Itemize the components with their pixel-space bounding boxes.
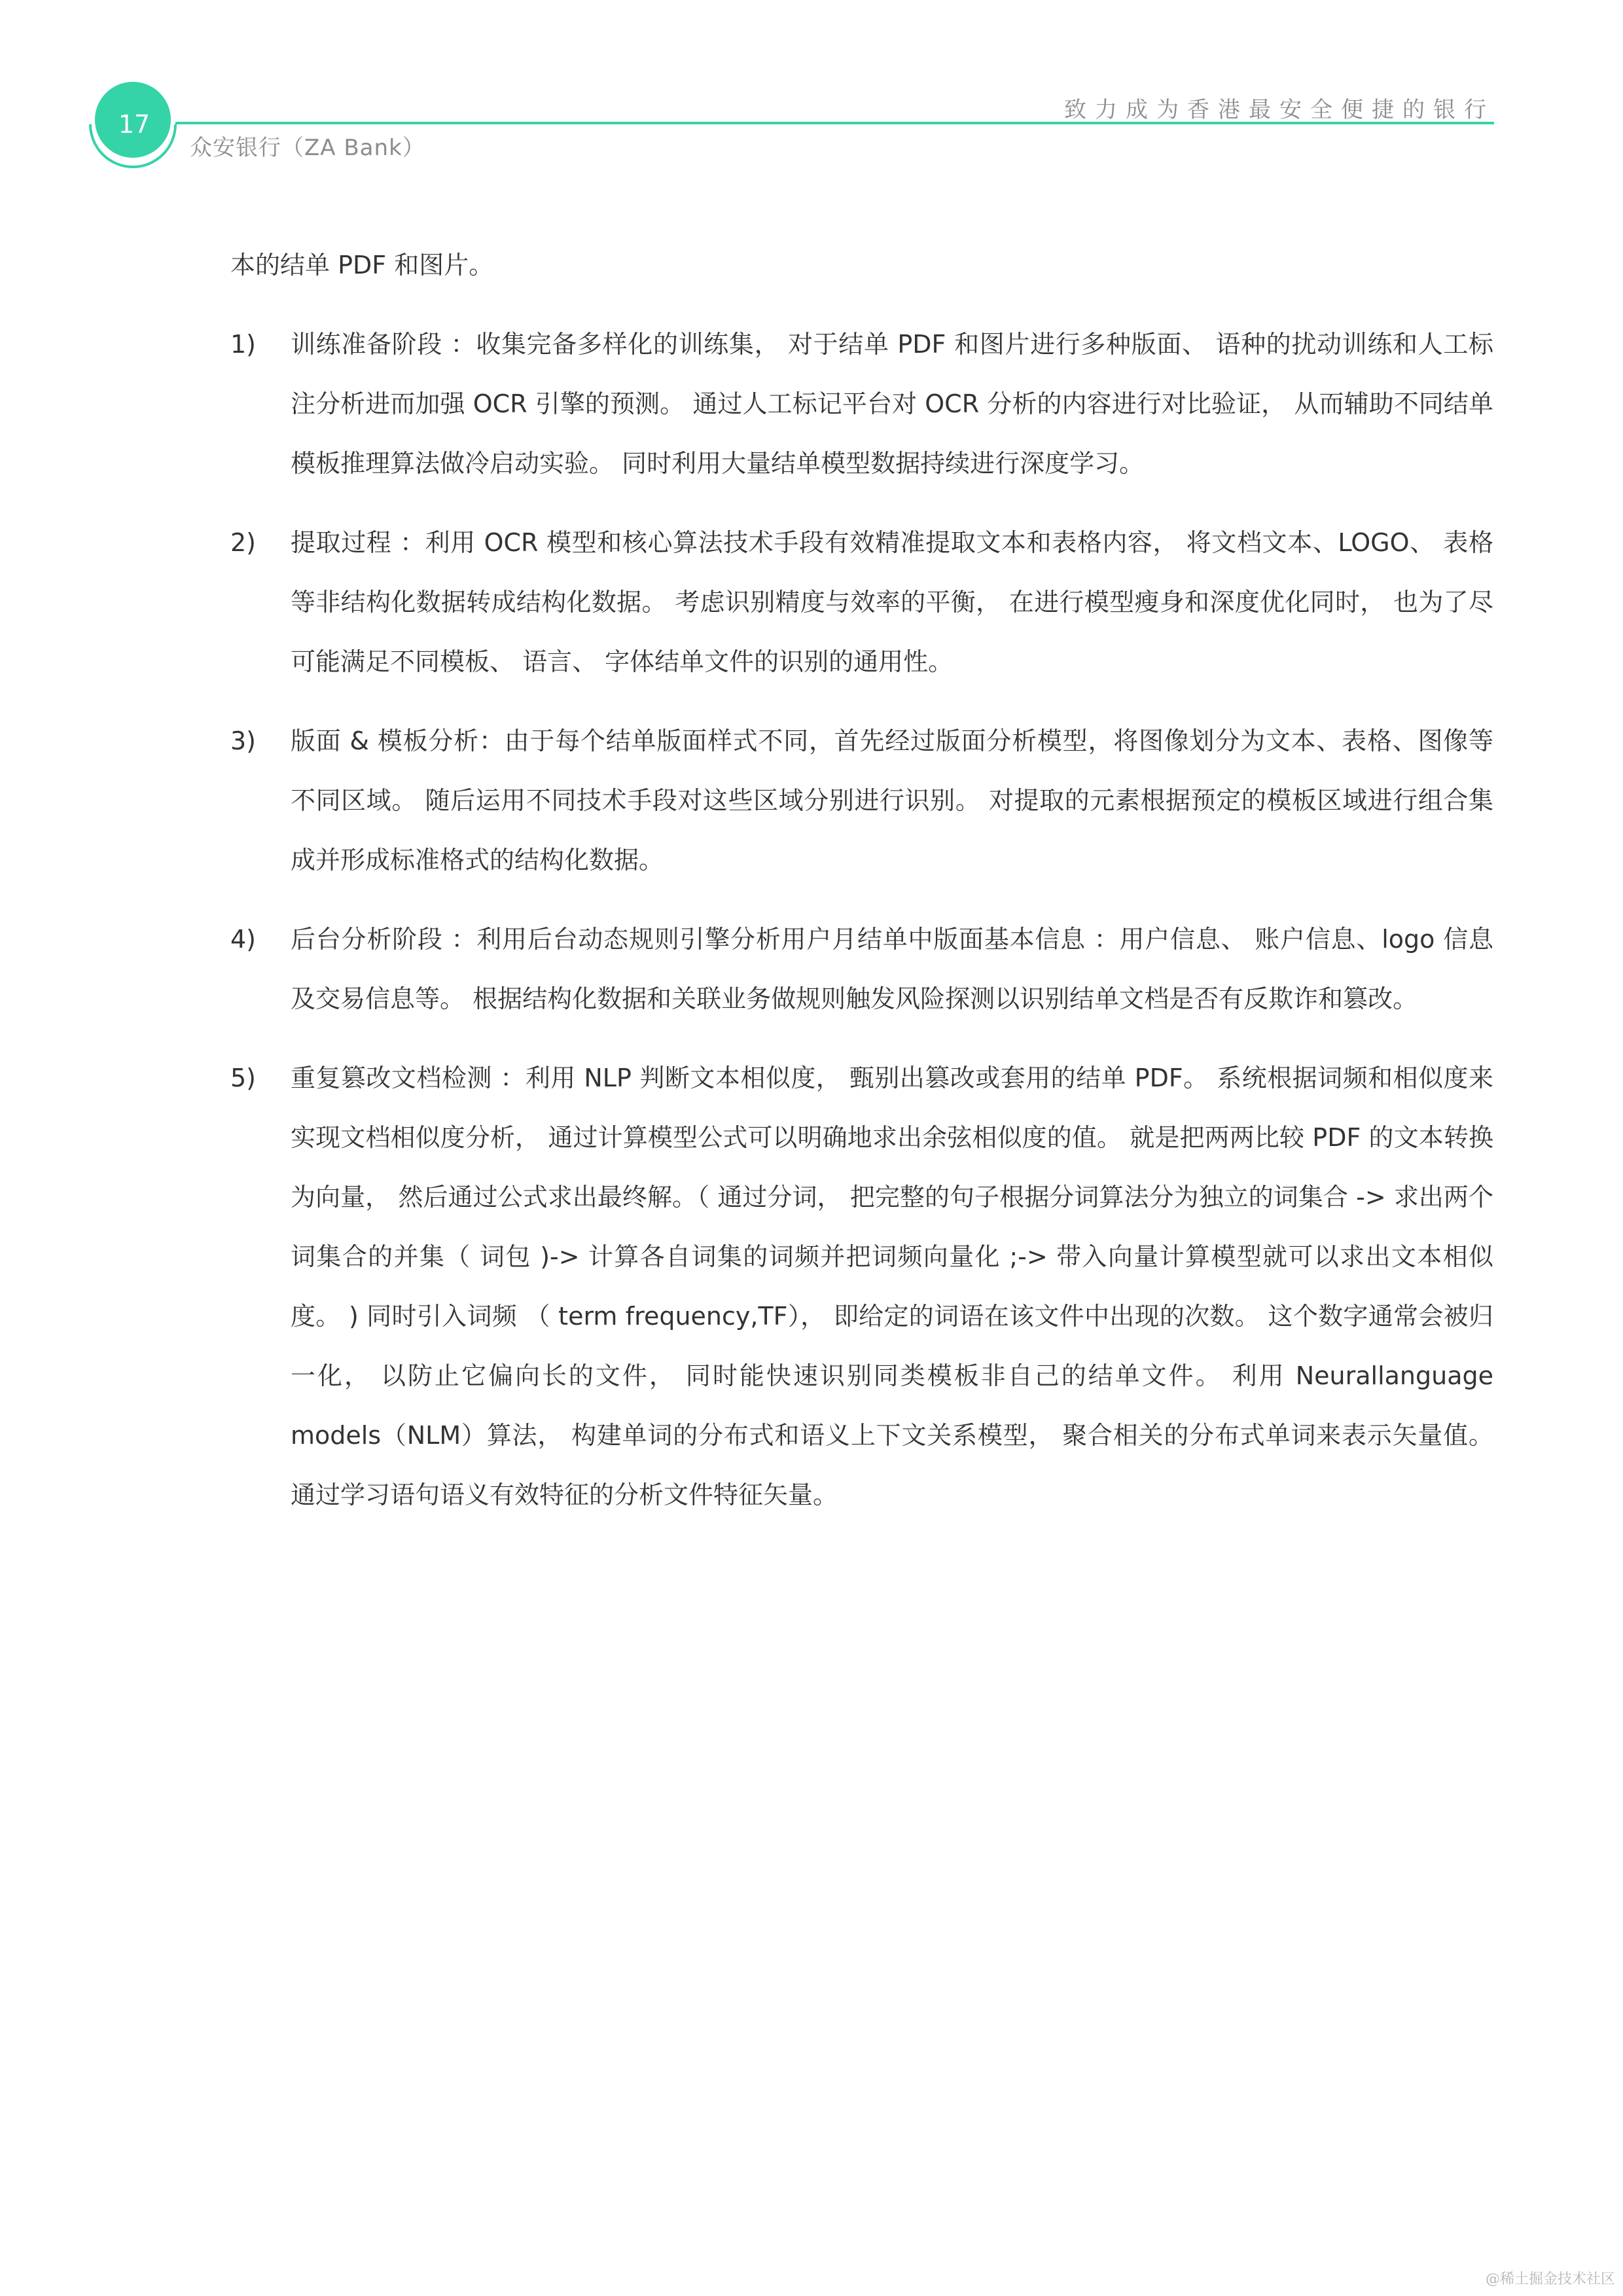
intro-paragraph: 本的结单 PDF 和图片。	[230, 251, 494, 279]
page-number: 17	[118, 110, 151, 139]
list-item-number: 5)	[230, 1064, 257, 1092]
document-body	[230, 236, 1493, 1545]
list-item	[230, 513, 1493, 692]
list-item-text: 后台分析阶段 ：利用后台动态规则引擎分析用户月结单中版面基本信息 ：用户信息、 账户信息、logo 信息及交易信息等。 根据结构化数据和关联业务做规则触发风险探测以识别结单文档是否有反欺诈和篡改。	[291, 925, 1493, 1013]
list-item	[230, 315, 1493, 493]
list-item-number: 3)	[230, 726, 257, 755]
list-item-text: 训练准备阶段 ：收集完备多样化的训练集， 对于结单 PDF 和图片进行多种版面、 语种的扰动训练和人工标注分析进而加强 OCR 引擎的预测。 通过人工标记平台对 OCR 分析的内容进行对比验证， 从而辅助不同结单模板推理算法做冷启动实验。 同时利用大量结单模型数据持续进行深度学习。	[291, 330, 1493, 478]
list-item	[230, 1049, 1493, 1525]
list-item	[230, 711, 1493, 890]
list-item-text: 提取过程 ：利用 OCR 模型和核心算法技术手段有效精准提取文本和表格内容， 将文档文本、LOGO、 表格等非结构化数据转成结构化数据。 考虑识别精度与效率的平衡， 在进行模型瘦身和深度优化同时， 也为了尽可能满足不同模板、 语言、 字体结单文件的识别的通用性。	[291, 528, 1493, 676]
page-header	[0, 0, 1623, 196]
watermark: @稀土掘金技术社区	[1485, 2271, 1615, 2287]
list-item-number: 1)	[230, 330, 257, 359]
list-item-number: 2)	[230, 528, 257, 557]
list-item-number: 4)	[230, 925, 257, 954]
list-item-text: 重复篡改文档检测 ：利用 NLP 判断文本相似度， 甄别出篡改或套用的结单 PDF。 系统根据词频和相似度来实现文档相似度分析， 通过计算模型公式可以明确地求出余弦相似度的值。 就是把两两比较 PDF 的文本转换为向量， 然后通过公式求出最终解。（ 通过分词， 把完整的句子根据分词算法分为独立的词集合 -> 求出两个词集合的并集（ 词包 )-> 计算各自词集的词频并把词频向量化 ;-> 带入向量计算模型就可以求出文本相似度。 ) 同时引入词频 （ term frequency,TF）， 即给定的词语在该文件中出现的次数。 这个数字通常会被归一化， 以防止它偏向长的文件， 同时能快速识别同类模板非自己的结单文件。 利用 Neurallanguage models（NLM）算法， 构建单词的分布式和语义上下文关系模型， 聚合相关的分布式单词来表示矢量值。 通过学习语句语义有效特征的分析文件特征矢量。	[291, 1064, 1493, 1509]
header-slogan: 致力成为香港最安全便捷的银行	[1064, 97, 1495, 123]
list-item	[230, 910, 1493, 1029]
list-item-text: 版面 & 模板分析：由于每个结单版面样式不同，首先经过版面分析模型，将图像划分为文本、表格、图像等不同区域。 随后运用不同技术手段对这些区域分别进行识别。 对提取的元素根据预定的模板区域进行组合集成并形成标准格式的结构化数据。	[291, 726, 1493, 874]
bank-name: 众安银行（ZA Bank）	[190, 135, 425, 161]
